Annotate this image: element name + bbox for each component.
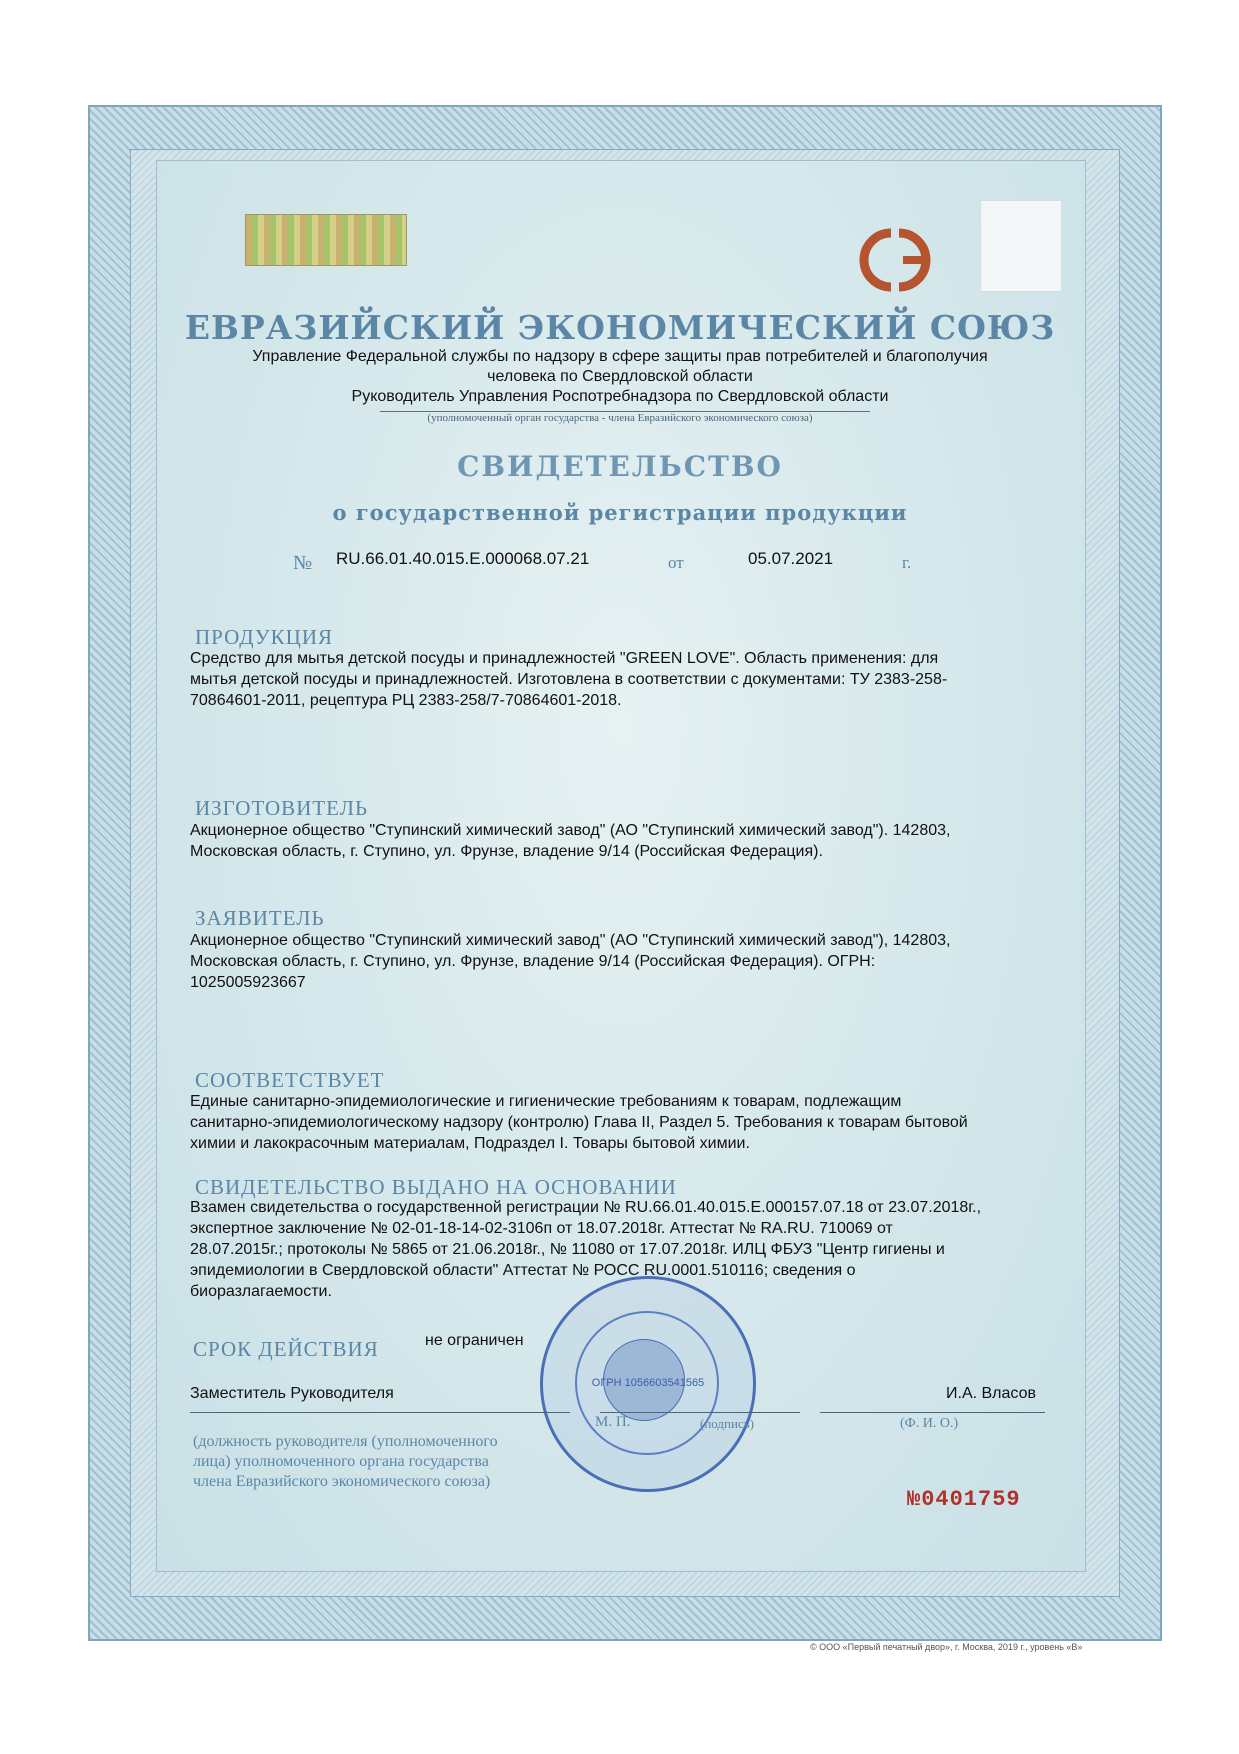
corner-label bbox=[980, 200, 1062, 292]
manufacturer-text bbox=[190, 820, 1030, 862]
certificate-title: СВИДЕТЕЛЬСТВО bbox=[457, 450, 783, 483]
applicant-line: 1025005923667 bbox=[190, 974, 306, 991]
applicant-text bbox=[190, 930, 1030, 993]
manufacturer-heading: ИЗГОТОВИТЕЛЬ bbox=[195, 796, 369, 820]
applicant-heading: ЗАЯВИТЕЛЬ bbox=[195, 906, 325, 930]
printer-footnote: © ООО «Первый печатный двор», г. Москва, 2019 г., уровень «В» bbox=[810, 1642, 1083, 1652]
union-title: ЕВРАЗИЙСКИЙ ЭКОНОМИЧЕСКИЙ СОЮЗ bbox=[184, 308, 1056, 347]
conforms-heading: СООТВЕТСТВУЕТ bbox=[195, 1068, 385, 1092]
fio-caption: (Ф. И. О.) bbox=[900, 1416, 959, 1431]
basis-line: эпидемиологии в Свердловской области" Аттестат № РОСС RU.0001.510116; сведения о bbox=[190, 1262, 856, 1279]
validity-value: не ограничен bbox=[425, 1332, 524, 1349]
authority-line-1: Управление Федеральной службы по надзору в сфере защиты прав потребителей и благополучия bbox=[252, 348, 988, 365]
conforms-line: санитарно-эпидемиологическому надзору (контролю) Глава II, Раздел 5. Требования к товарам бытовой bbox=[190, 1114, 968, 1131]
position-caption-line: члена Евразийского экономического союза) bbox=[193, 1473, 491, 1490]
conforms-line: Единые санитарно-эпидемиологические и гигиенические требованиям к товарам, подлежащим bbox=[190, 1093, 902, 1110]
product-line: 70864601-2011, рецептура РЦ 2383-258/7-70864601-2018. bbox=[190, 692, 622, 709]
date-label: от bbox=[668, 553, 684, 572]
product-heading: ПРОДУКЦИЯ bbox=[195, 625, 334, 649]
position-caption-line: лица) уполномоченного органа государства bbox=[193, 1453, 489, 1470]
signature-caption: (подпись) bbox=[700, 1416, 754, 1431]
serial-number: №0401759 bbox=[907, 1487, 1021, 1512]
product-text bbox=[190, 648, 1030, 711]
basis-line: экспертное заключение № 02-01-18-14-02-3106п от 18.07.2018г. Аттестат № RA.RU. 710069 от bbox=[190, 1220, 893, 1237]
official-stamp bbox=[540, 1276, 756, 1492]
authority-line-3: Руководитель Управления Роспотребнадзора по Свердловской области bbox=[351, 388, 889, 405]
name-line bbox=[820, 1412, 1045, 1413]
basis-line: биоразлагаемости. bbox=[190, 1283, 332, 1300]
eac-logo-icon bbox=[845, 225, 945, 295]
authority-line-2: человека по Свердловской области bbox=[487, 368, 753, 385]
basis-line: Взамен свидетельства о государственной регистрации № RU.66.01.40.015.E.000157.07.18 от 23.07.2018г., bbox=[190, 1199, 982, 1216]
basis-heading: СВИДЕТЕЛЬСТВО ВЫДАНО НА ОСНОВАНИИ bbox=[195, 1175, 677, 1199]
mp-label: М. П. bbox=[595, 1414, 631, 1430]
year-label: г. bbox=[902, 553, 912, 572]
certificate-number: RU.66.01.40.015.E.000068.07.21 bbox=[336, 549, 590, 568]
applicant-line: Акционерное общество "Ступинский химический завод" (АО "Ступинский химический завод"), 142803, bbox=[190, 932, 951, 949]
signatory-position: Заместитель Руководителя bbox=[190, 1385, 394, 1402]
conforms-line: химии и лакокрасочным материалам, Подраздел I. Товары бытовой химии. bbox=[190, 1135, 750, 1152]
basis-line: 28.07.2015г.; протоколы № 5865 от 21.06.2018г., № 11080 от 17.07.2018г. ИЛЦ ФБУЗ "Центр гигиены и bbox=[190, 1241, 945, 1258]
validity-heading: СРОК ДЕЙСТВИЯ bbox=[193, 1337, 379, 1361]
authority-note: (уполномоченный орган государства - члена Евразийского экономического союза) bbox=[427, 412, 813, 424]
manufacturer-line: Московская область, г. Ступино, ул. Фрунзе, владение 9/14 (Российская Федерация). bbox=[190, 843, 823, 860]
position-caption bbox=[193, 1432, 498, 1492]
conforms-text bbox=[190, 1091, 1030, 1154]
certificate-subtitle: о государственной регистрации продукции bbox=[332, 500, 908, 525]
stamp-text: ОГРН 1056603541565 bbox=[591, 1377, 705, 1389]
position-line bbox=[190, 1412, 570, 1413]
number-label: № bbox=[293, 552, 313, 574]
signatory-name: И.А. Власов bbox=[946, 1385, 1036, 1402]
product-line: мытья детской посуды и принадлежностей. Изготовлена в соответствии с документами: ТУ 2383-258- bbox=[190, 671, 948, 688]
signature-line bbox=[600, 1412, 800, 1413]
hologram-sticker bbox=[245, 214, 407, 266]
position-caption-line: (должность руководителя (уполномоченного bbox=[193, 1433, 498, 1450]
manufacturer-line: Акционерное общество "Ступинский химический завод" (АО "Ступинский химический завод"). 142803, bbox=[190, 822, 951, 839]
product-line: Средство для мытья детской посуды и принадлежностей "GREEN LOVE". Область применения: для bbox=[190, 650, 939, 667]
certificate-date: 05.07.2021 bbox=[748, 549, 834, 568]
applicant-line: Московская область, г. Ступино, ул. Фрунзе, владение 9/14 (Российская Федерация). ОГРН: bbox=[190, 953, 876, 970]
